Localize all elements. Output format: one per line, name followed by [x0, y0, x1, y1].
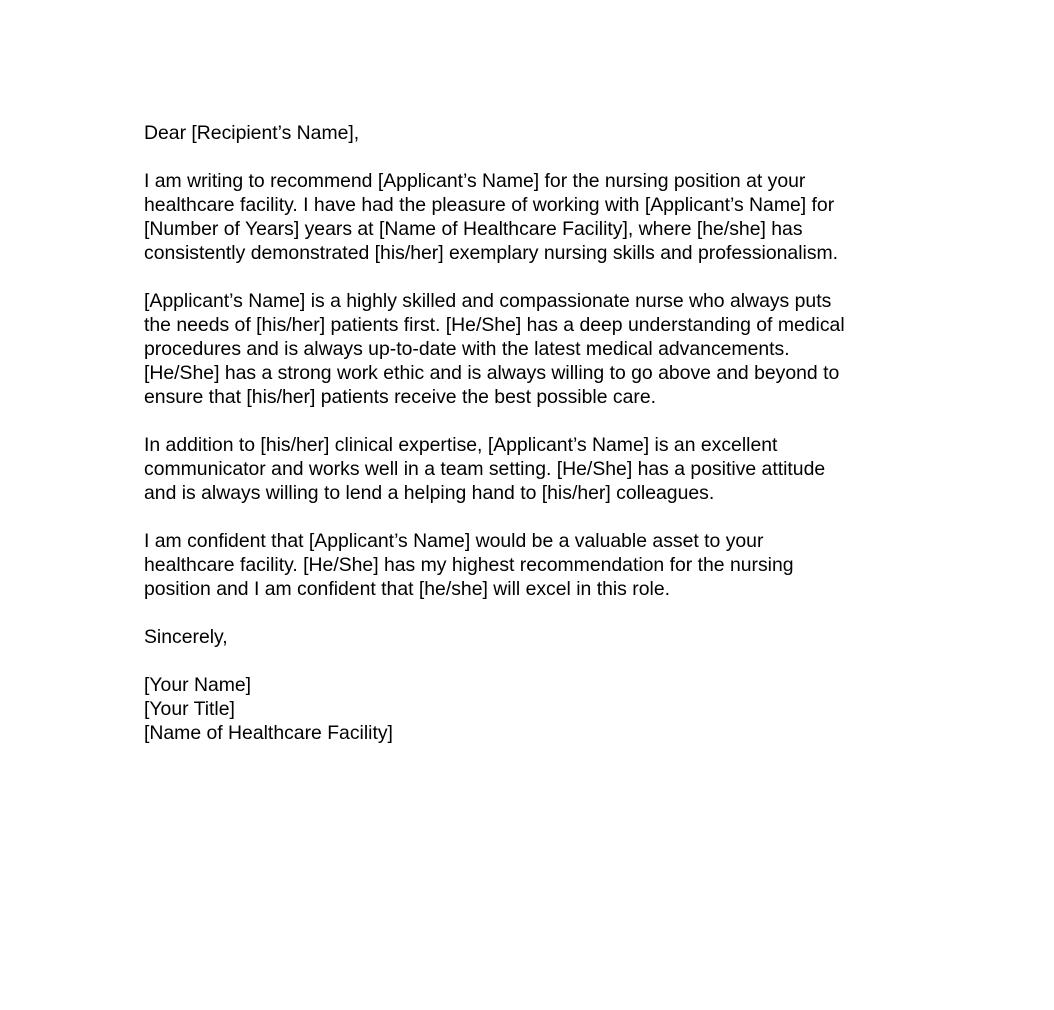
paragraph-line: In addition to [his/her] clinical expertise, [Applicant’s Name] is an excellent — [144, 434, 778, 456]
signature-facility: [Name of Healthcare Facility] — [144, 722, 393, 744]
paragraph-line: position and I am confident that [he/she] will excel in this role. — [144, 578, 670, 600]
paragraph-line: procedures and is always up-to-date with the latest medical advancements. — [144, 338, 790, 360]
paragraph-teamwork — [144, 433, 924, 505]
paragraph-skills — [144, 289, 924, 409]
salutation: Dear [Recipient’s Name], — [144, 122, 360, 144]
paragraph-line: the needs of [his/her] patients first. [He/She] has a deep understanding of medical — [144, 314, 845, 336]
paragraph-line: and is always willing to lend a helping hand to [his/her] colleagues. — [144, 482, 715, 504]
signature-title: [Your Title] — [144, 698, 235, 720]
paragraph-line: [Applicant’s Name] is a highly skilled and compassionate nurse who always puts — [144, 290, 832, 312]
recommendation-letter — [144, 121, 924, 745]
paragraph-line: I am confident that [Applicant’s Name] would be a valuable asset to your — [144, 530, 764, 552]
paragraph-line: [Number of Years] years at [Name of Healthcare Facility], where [he/she] has — [144, 218, 803, 240]
paragraph-line: [He/She] has a strong work ethic and is always willing to go above and beyond to — [144, 362, 840, 384]
signature-name: [Your Name] — [144, 674, 252, 696]
paragraph-line: consistently demonstrated [his/her] exemplary nursing skills and professionalism. — [144, 242, 839, 264]
paragraph-line: communicator and works well in a team setting. [He/She] has a positive attitude — [144, 458, 826, 480]
paragraph-line: ensure that [his/her] patients receive the best possible care. — [144, 386, 656, 408]
paragraph-line: I am writing to recommend [Applicant’s Name] for the nursing position at your — [144, 170, 806, 192]
paragraph-line: healthcare facility. I have had the pleasure of working with [Applicant’s Name] for — [144, 194, 835, 216]
closing: Sincerely, — [144, 626, 228, 648]
paragraph-recommendation — [144, 169, 924, 265]
signature-block — [144, 673, 924, 745]
paragraph-line: healthcare facility. [He/She] has my highest recommendation for the nursing — [144, 554, 794, 576]
paragraph-conclusion — [144, 529, 924, 601]
